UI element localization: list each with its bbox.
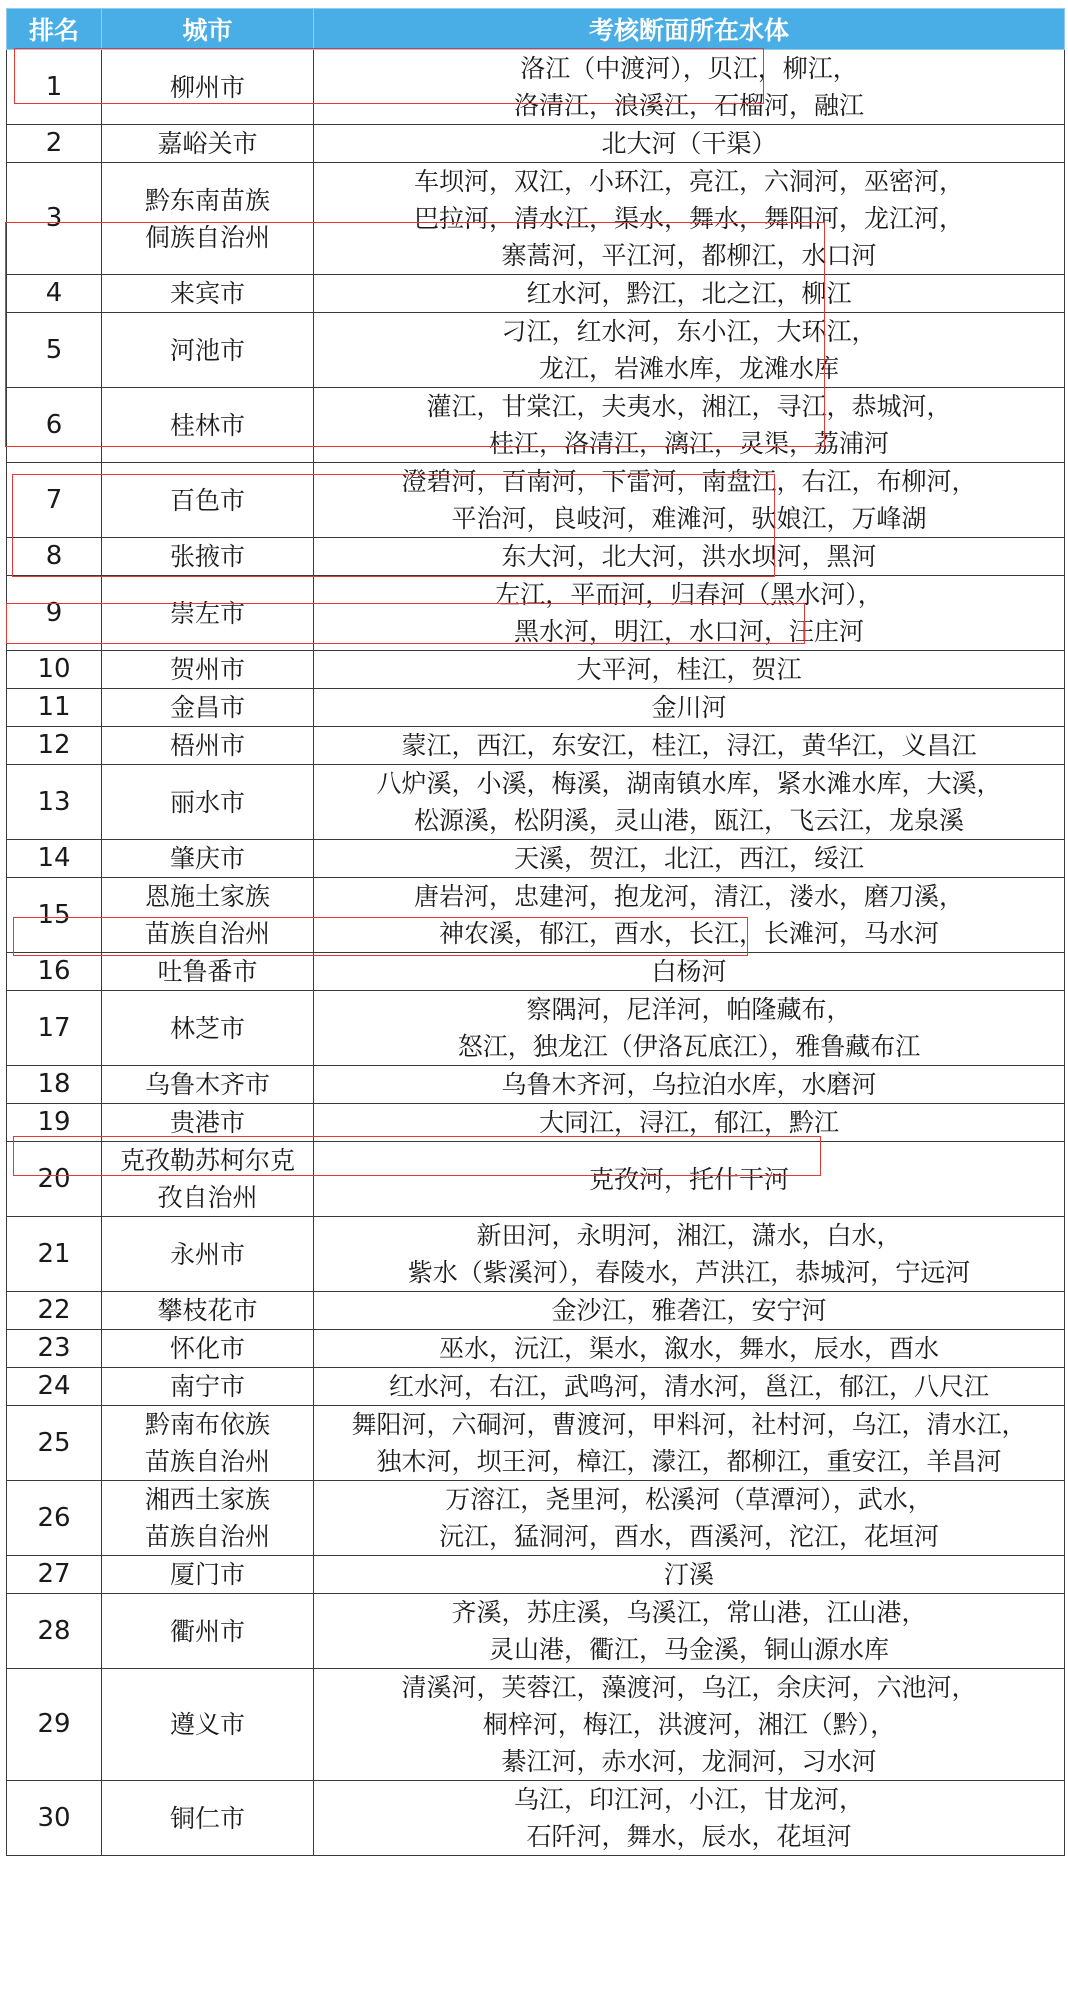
city-line: 孜自治州 xyxy=(157,1183,258,1212)
rank-cell: 8 xyxy=(7,538,102,576)
water-body-cell xyxy=(314,125,1065,163)
city-line: 苗族自治州 xyxy=(144,919,270,948)
header-city: 城市 xyxy=(102,9,314,50)
table-row xyxy=(7,727,1065,765)
water-body-cell xyxy=(314,689,1065,727)
table-row xyxy=(7,1781,1065,1856)
water-body-line: 松源溪，松阴溪，灵山港，瓯江，飞云江，龙泉溪 xyxy=(413,806,964,835)
city-cell xyxy=(102,1481,314,1556)
table-row xyxy=(7,313,1065,388)
ranking-table xyxy=(6,8,1065,1856)
table-row xyxy=(7,1669,1065,1781)
water-body-line: 新田河，永明河，湘江，潇水，白水， xyxy=(476,1221,902,1250)
table-row xyxy=(7,1481,1065,1556)
water-body-cell xyxy=(314,765,1065,840)
water-body-line: 刁江，红水河，东小江，大环江， xyxy=(501,317,877,346)
city-line: 南宁市 xyxy=(169,1372,245,1401)
water-body-line: 北大河（干渠） xyxy=(601,129,777,158)
water-body-line: 石阡河，舞水，辰水，花垣河 xyxy=(526,1822,852,1851)
rank-cell: 20 xyxy=(7,1142,102,1217)
water-body-line: 白杨河 xyxy=(651,957,727,986)
city-line: 苗族自治州 xyxy=(144,1447,270,1476)
water-body-line: 蒙江，西江，东安江，桂江，浔江，黄华江，义昌江 xyxy=(401,731,977,760)
water-body-line: 乌江，印江河，小江，甘龙河， xyxy=(513,1785,864,1814)
city-cell xyxy=(102,727,314,765)
water-body-line: 寨蒿河，平江河，都柳江，水口河 xyxy=(501,241,877,270)
table-header-row xyxy=(7,9,1065,50)
city-line: 张掖市 xyxy=(169,542,245,571)
rank-cell: 17 xyxy=(7,991,102,1066)
table-row xyxy=(7,1556,1065,1594)
city-line: 崇左市 xyxy=(169,598,245,628)
city-cell xyxy=(102,689,314,727)
table-row xyxy=(7,1292,1065,1330)
water-body-cell xyxy=(314,576,1065,651)
city-cell xyxy=(102,1594,314,1669)
city-line: 贵港市 xyxy=(169,1108,245,1137)
rank-cell: 18 xyxy=(7,1066,102,1104)
water-body-line: 黑水河，明江，水口河，汪庄河 xyxy=(513,617,864,646)
rank-cell: 12 xyxy=(7,727,102,765)
water-body-line: 乌鲁木齐河，乌拉泊水库，水磨河 xyxy=(501,1070,877,1099)
city-line: 克孜勒苏柯尔克 xyxy=(119,1146,295,1175)
city-line: 恩施土家族 xyxy=(144,882,270,911)
table-row xyxy=(7,765,1065,840)
water-body-line: 桐梓河，梅江，洪渡河，湘江（黔）， xyxy=(482,1710,896,1739)
water-body-line: 灌江，甘棠江，夫夷水，湘江，寻江，恭城河， xyxy=(426,392,952,421)
rank-cell: 5 xyxy=(7,313,102,388)
water-body-line: 灵山港，衢江，马金溪，铜山源水库 xyxy=(488,1635,889,1664)
city-line: 苗族自治州 xyxy=(144,1522,270,1551)
water-body-line: 怒江，独龙江（伊洛瓦底江），雅鲁藏布江 xyxy=(457,1032,921,1061)
city-line: 桂林市 xyxy=(169,410,245,440)
rank-cell: 21 xyxy=(7,1217,102,1292)
table-row xyxy=(7,651,1065,689)
rank-cell: 30 xyxy=(7,1781,102,1856)
city-line: 丽水市 xyxy=(169,787,245,817)
city-cell xyxy=(102,388,314,463)
water-body-cell xyxy=(314,1594,1065,1669)
rank-cell: 3 xyxy=(7,163,102,275)
rank-cell: 23 xyxy=(7,1330,102,1368)
water-body-line: 万溶江，尧里河，松溪河（草潭河），武水， xyxy=(445,1485,933,1514)
city-cell xyxy=(102,1669,314,1781)
rank-cell: 15 xyxy=(7,878,102,953)
rank-cell: 27 xyxy=(7,1556,102,1594)
city-line: 河池市 xyxy=(169,335,245,365)
city-line: 林芝市 xyxy=(169,1013,245,1043)
water-body-cell xyxy=(314,388,1065,463)
city-cell xyxy=(102,576,314,651)
water-body-cell xyxy=(314,50,1065,125)
water-body-cell xyxy=(314,463,1065,538)
table-row xyxy=(7,689,1065,727)
water-body-line: 大同江，浔江，郁江，黔江 xyxy=(538,1108,839,1137)
table-row xyxy=(7,50,1065,125)
city-line: 衢州市 xyxy=(169,1616,245,1646)
table-body xyxy=(7,50,1065,1856)
water-body-line: 唐岩河，忠建河，抱龙河，清江，溇水，磨刀溪， xyxy=(413,882,964,911)
water-body-line: 独木河，坝王河，樟江，濛江，都柳江，重安江，羊昌河 xyxy=(376,1447,1002,1476)
city-line: 攀枝花市 xyxy=(157,1296,258,1325)
city-cell xyxy=(102,1330,314,1368)
city-cell xyxy=(102,878,314,953)
city-line: 吐鲁番市 xyxy=(157,957,258,986)
water-body-cell xyxy=(314,651,1065,689)
city-cell xyxy=(102,765,314,840)
rank-cell: 9 xyxy=(7,576,102,651)
rank-cell: 2 xyxy=(7,125,102,163)
water-body-line: 巴拉河，清水江，渠水，舞水，舞阳河，龙江河， xyxy=(413,204,964,233)
water-body-line: 左江，平而河，归春河（黑水河）， xyxy=(495,580,883,609)
water-body-line: 大平河，桂江，贺江 xyxy=(576,655,802,684)
water-body-line: 察隅河，尼洋河，帕隆藏布， xyxy=(526,995,852,1024)
water-body-line: 澄碧河，百南河，下雷河，南盘江，右江，布柳河， xyxy=(401,467,977,496)
water-body-cell xyxy=(314,1066,1065,1104)
water-body-line: 克孜河，托什干河 xyxy=(588,1164,789,1194)
rank-cell: 26 xyxy=(7,1481,102,1556)
water-body-line: 神农溪，郁江，酉水，长江，长滩河，马水河 xyxy=(438,919,939,948)
water-body-cell xyxy=(314,163,1065,275)
water-body-line: 洛清江，浪溪江，石榴河，融江 xyxy=(513,91,864,120)
water-body-line: 沅江，猛洞河，酉水，酉溪河，沱江，花垣河 xyxy=(438,1522,939,1551)
water-body-line: 平治河，良岐河，难滩河，驮娘江，万峰湖 xyxy=(451,504,927,533)
table-row xyxy=(7,163,1065,275)
water-body-line: 金川河 xyxy=(651,693,727,722)
table-row xyxy=(7,275,1065,313)
city-cell xyxy=(102,50,314,125)
table-row xyxy=(7,1406,1065,1481)
city-cell xyxy=(102,1142,314,1217)
water-body-cell xyxy=(314,1669,1065,1781)
table-row xyxy=(7,1217,1065,1292)
city-cell xyxy=(102,1217,314,1292)
city-cell xyxy=(102,1104,314,1142)
city-line: 贺州市 xyxy=(169,655,245,684)
water-body-cell xyxy=(314,1217,1065,1292)
rank-cell: 11 xyxy=(7,689,102,727)
city-line: 铜仁市 xyxy=(169,1803,245,1833)
water-body-line: 八炉溪，小溪，梅溪，湖南镇水库，紧水滩水库，大溪， xyxy=(376,769,1002,798)
water-body-line: 舞阳河，六硐河，曹渡河，甲料河，社村河，乌江，清水江， xyxy=(351,1410,1027,1439)
city-cell xyxy=(102,275,314,313)
water-body-cell xyxy=(314,727,1065,765)
rank-cell: 4 xyxy=(7,275,102,313)
water-body-cell xyxy=(314,1330,1065,1368)
city-line: 嘉峪关市 xyxy=(157,129,258,158)
water-body-line: 綦江河，赤水河，龙洞河，习水河 xyxy=(501,1747,877,1776)
water-body-line: 红水河，黔江，北之江，柳江 xyxy=(526,279,852,308)
city-line: 厦门市 xyxy=(169,1560,245,1589)
water-body-cell xyxy=(314,991,1065,1066)
city-line: 黔东南苗族 xyxy=(144,185,270,215)
table-row xyxy=(7,1330,1065,1368)
water-body-line: 东大河，北大河，洪水坝河，黑河 xyxy=(501,542,877,571)
table-row xyxy=(7,953,1065,991)
water-body-cell xyxy=(314,1781,1065,1856)
city-cell xyxy=(102,1556,314,1594)
table-row xyxy=(7,878,1065,953)
water-body-line: 金沙江，雅砻江，安宁河 xyxy=(551,1296,827,1325)
water-body-cell xyxy=(314,1104,1065,1142)
city-cell xyxy=(102,1368,314,1406)
city-line: 怀化市 xyxy=(169,1334,245,1363)
city-cell xyxy=(102,953,314,991)
rank-cell: 14 xyxy=(7,840,102,878)
table-row xyxy=(7,1066,1065,1104)
water-body-cell xyxy=(314,840,1065,878)
table-row xyxy=(7,576,1065,651)
rank-cell: 6 xyxy=(7,388,102,463)
rank-cell: 24 xyxy=(7,1368,102,1406)
rank-cell: 22 xyxy=(7,1292,102,1330)
city-cell xyxy=(102,313,314,388)
city-cell xyxy=(102,991,314,1066)
city-cell xyxy=(102,1292,314,1330)
city-cell xyxy=(102,651,314,689)
water-body-line: 汀溪 xyxy=(663,1560,714,1589)
city-cell xyxy=(102,463,314,538)
water-body-line: 天溪，贺江，北江，西江，绥江 xyxy=(513,844,864,873)
rank-cell: 25 xyxy=(7,1406,102,1481)
header-rank: 排名 xyxy=(7,9,102,50)
city-cell xyxy=(102,538,314,576)
city-cell xyxy=(102,840,314,878)
water-body-cell xyxy=(314,1481,1065,1556)
table-row xyxy=(7,463,1065,538)
city-cell xyxy=(102,163,314,275)
city-line: 百色市 xyxy=(169,485,245,515)
water-body-cell xyxy=(314,878,1065,953)
rank-cell: 29 xyxy=(7,1669,102,1781)
city-line: 乌鲁木齐市 xyxy=(144,1070,270,1099)
city-line: 柳州市 xyxy=(169,72,245,102)
table-row xyxy=(7,1142,1065,1217)
rank-cell: 28 xyxy=(7,1594,102,1669)
rank-cell: 13 xyxy=(7,765,102,840)
water-body-line: 洛江（中渡河），贝江，柳江， xyxy=(520,54,858,83)
rank-cell: 7 xyxy=(7,463,102,538)
city-line: 永州市 xyxy=(169,1239,245,1269)
water-body-cell xyxy=(314,275,1065,313)
city-line: 金昌市 xyxy=(169,693,245,722)
city-line: 来宾市 xyxy=(169,279,245,308)
water-body-cell xyxy=(314,1368,1065,1406)
water-body-cell xyxy=(314,953,1065,991)
table-row xyxy=(7,1104,1065,1142)
city-cell xyxy=(102,1781,314,1856)
water-body-cell xyxy=(314,1292,1065,1330)
water-body-cell xyxy=(314,538,1065,576)
city-line: 黔南布依族 xyxy=(144,1410,270,1439)
water-body-line: 紫水（紫溪河），春陵水，芦洪江，恭城河，宁远河 xyxy=(407,1258,971,1287)
water-body-line: 清溪河，芙蓉江，藻渡河，乌江，余庆河，六池河， xyxy=(401,1673,977,1702)
water-body-cell xyxy=(314,1556,1065,1594)
rank-cell: 16 xyxy=(7,953,102,991)
table-row xyxy=(7,125,1065,163)
water-body-line: 龙江，岩滩水库，龙滩水库 xyxy=(538,354,839,383)
water-body-cell xyxy=(314,313,1065,388)
city-cell xyxy=(102,1066,314,1104)
rank-cell: 1 xyxy=(7,50,102,125)
table-row xyxy=(7,840,1065,878)
rank-cell: 19 xyxy=(7,1104,102,1142)
city-line: 梧州市 xyxy=(169,731,245,760)
water-body-cell xyxy=(314,1406,1065,1481)
city-line: 湘西土家族 xyxy=(144,1485,270,1514)
water-body-line: 桂江，洛清江，漓江，灵渠，荔浦河 xyxy=(488,429,889,458)
water-body-line: 齐溪，苏庄溪，乌溪江，常山港，江山港， xyxy=(451,1598,927,1627)
water-body-line: 巫水，沅江，渠水，溆水，舞水，辰水，酉水 xyxy=(438,1334,939,1363)
table-row xyxy=(7,991,1065,1066)
city-cell xyxy=(102,125,314,163)
water-body-line: 红水河，右江，武鸣河，清水河，邕江，郁江，八尺江 xyxy=(388,1372,989,1401)
table-row xyxy=(7,1368,1065,1406)
table-row xyxy=(7,388,1065,463)
table-row xyxy=(7,1594,1065,1669)
city-line: 遵义市 xyxy=(169,1710,245,1739)
header-water: 考核断面所在水体 xyxy=(314,9,1065,50)
rank-cell: 10 xyxy=(7,651,102,689)
water-body-cell xyxy=(314,1142,1065,1217)
city-cell xyxy=(102,1406,314,1481)
city-line: 肇庆市 xyxy=(169,844,245,873)
city-line: 侗族自治州 xyxy=(144,222,270,252)
table-row xyxy=(7,538,1065,576)
water-body-line: 车坝河，双江，小环江，亮江，六洞河，巫密河， xyxy=(413,167,964,196)
